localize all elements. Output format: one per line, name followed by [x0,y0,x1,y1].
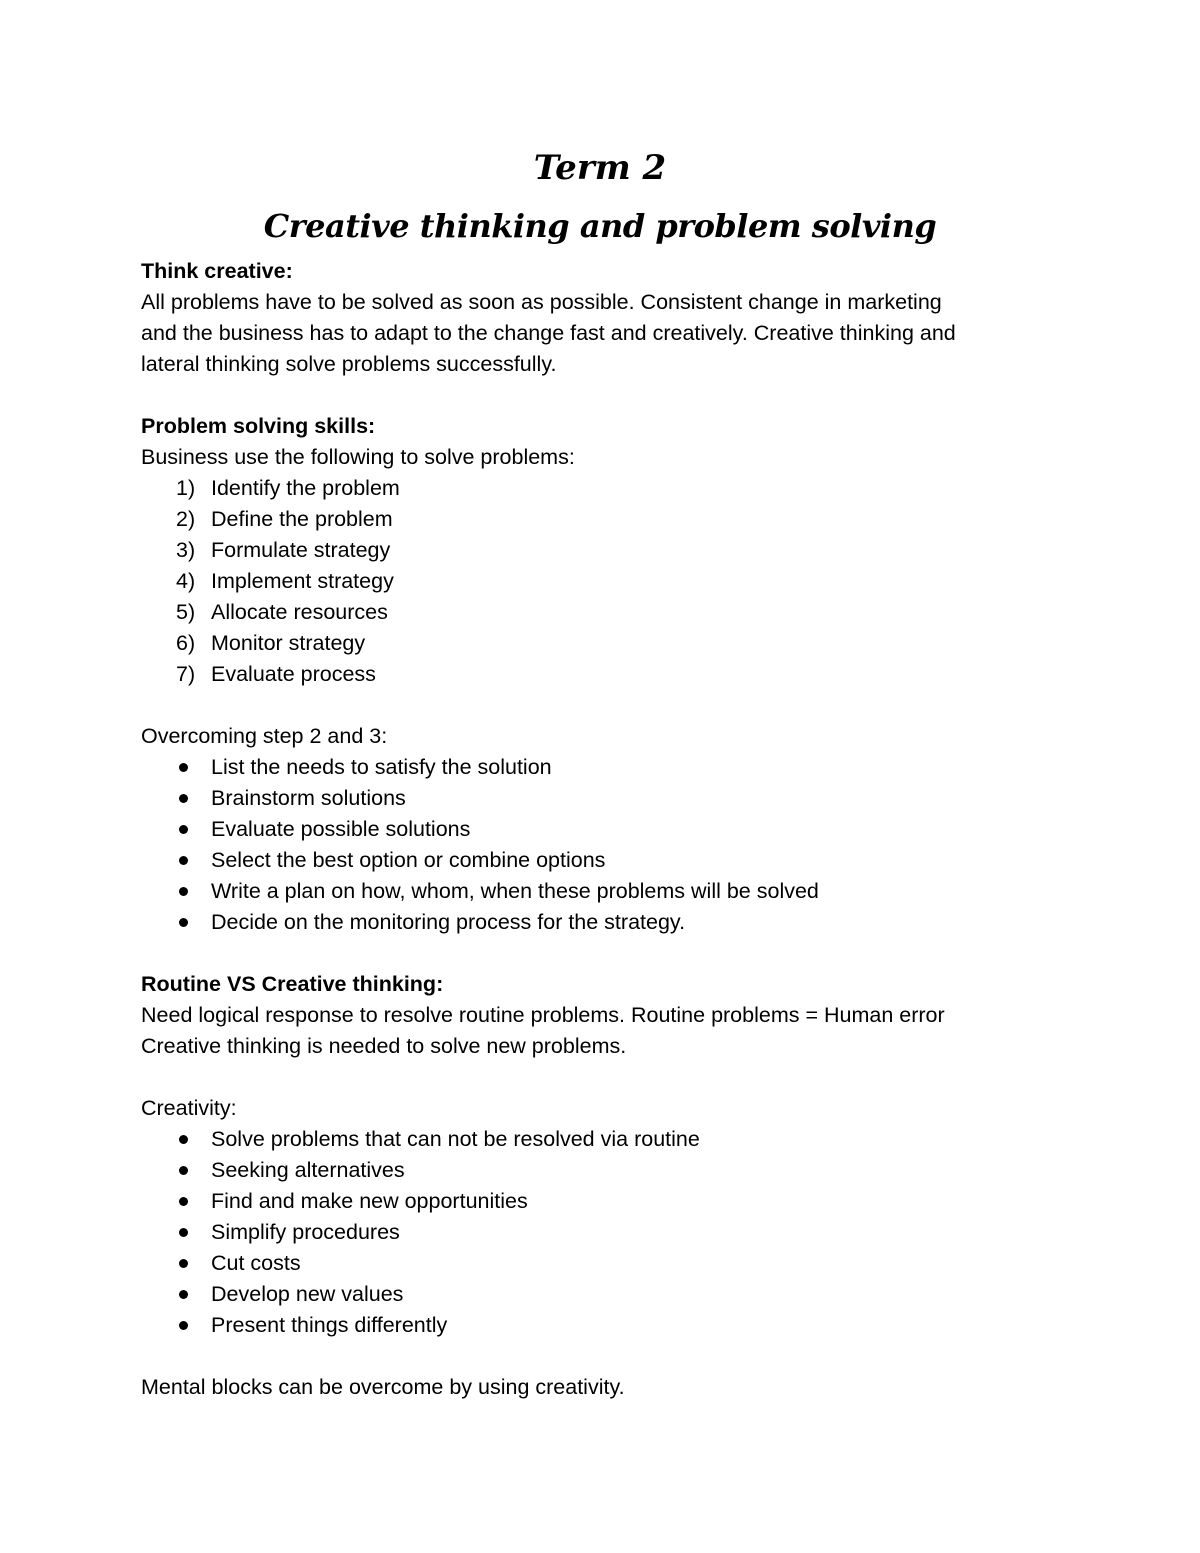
list-item-text: Select the best option or combine options [211,848,606,872]
bullet-list-item [141,1217,1061,1248]
paragraph-line: Creative thinking is needed to solve new problems. [141,1034,627,1058]
spacer [141,1341,1061,1372]
bullet-icon [179,1321,188,1330]
list-number: 5) [176,600,196,624]
list-number: 1) [176,476,196,500]
bullet-icon [179,1290,188,1299]
bullet-list-item [141,845,1061,876]
bullet-list-item [141,783,1061,814]
bullet-list-item [141,876,1061,907]
bullet-list-item [141,1279,1061,1310]
numbered-list-item [141,628,1061,659]
closing-line: Mental blocks can be overcome by using creativity. [141,1375,625,1399]
bullet-list-item [141,1124,1061,1155]
bullet-icon [179,1197,188,1206]
list-item-text: Implement strategy [211,569,394,593]
bullet-icon [179,918,188,927]
paragraph-line: lateral thinking solve problems successfully. [141,352,557,376]
list-item-text: Simplify procedures [211,1220,400,1244]
bullet-icon [179,763,188,772]
list-item-text: Identify the problem [211,476,400,500]
paragraph-line: Need logical response to resolve routine problems. Routine problems = Human error [141,1003,945,1027]
list-item-text: Cut costs [211,1251,301,1275]
spacer [141,690,1061,721]
bullet-list-item [141,1310,1061,1341]
list-item-text: Formulate strategy [211,538,391,562]
list-item-text: Write a plan on how, whom, when these problems will be solved [211,879,819,903]
list-number: 4) [176,569,196,593]
bullet-list-item [141,907,1061,938]
bullet-list-item [141,814,1061,845]
list-item-text: List the needs to satisfy the solution [211,755,552,779]
spacer [141,1062,1061,1093]
numbered-list-item [141,504,1061,535]
list-item-text: Monitor strategy [211,631,366,655]
list-item-text: Seeking alternatives [211,1158,405,1182]
list-item-text: Allocate resources [211,600,388,624]
spacer [141,380,1061,411]
paragraph-line: All problems have to be solved as soon as possible. Consistent change in marketing [141,290,942,314]
list-item-text: Brainstorm solutions [211,786,406,810]
list-item-text: Evaluate process [211,662,376,686]
bullet-icon [179,794,188,803]
bullet-list-item [141,1155,1061,1186]
problem-solving-intro: Business use the following to solve problems: [141,445,575,469]
bullet-icon [179,1228,188,1237]
creativity-intro: Creativity: [141,1096,237,1120]
list-item-text: Find and make new opportunities [211,1189,528,1213]
overcoming-intro: Overcoming step 2 and 3: [141,724,388,748]
spacer [141,938,1061,969]
list-item-text: Develop new values [211,1282,404,1306]
bullet-icon [179,1135,188,1144]
bullet-list-item [141,752,1061,783]
numbered-list-item [141,473,1061,504]
list-item-text: Present things differently [211,1313,448,1337]
page-title: Term 2 [533,148,667,188]
routine-heading: Routine VS Creative thinking: [141,972,444,996]
paragraph-line: and the business has to adapt to the change fast and creatively. Creative thinking and [141,321,956,345]
list-item-text: Decide on the monitoring process for the strategy. [211,910,686,934]
bullet-icon [179,1166,188,1175]
problem-solving-heading: Problem solving skills: [141,414,376,438]
list-number: 6) [176,631,196,655]
list-item-text: Define the problem [211,507,393,531]
bullet-icon [179,825,188,834]
list-item-text: Solve problems that can not be resolved via routine [211,1127,700,1151]
bullet-list-item [141,1186,1061,1217]
bullet-icon [179,1259,188,1268]
document-page [141,140,1061,1403]
think-creative-heading: Think creative: [141,259,293,283]
numbered-list-item [141,597,1061,628]
list-item-text: Evaluate possible solutions [211,817,471,841]
bullet-icon [179,887,188,896]
bullet-icon [179,856,188,865]
list-number: 2) [176,507,196,531]
bullet-list-item [141,1248,1061,1279]
list-number: 3) [176,538,196,562]
title-block [141,140,1059,256]
page-subtitle: Creative thinking and problem solving [263,207,937,245]
numbered-list-item [141,535,1061,566]
numbered-list-item [141,566,1061,597]
numbered-list-item [141,659,1061,690]
list-number: 7) [176,662,196,686]
